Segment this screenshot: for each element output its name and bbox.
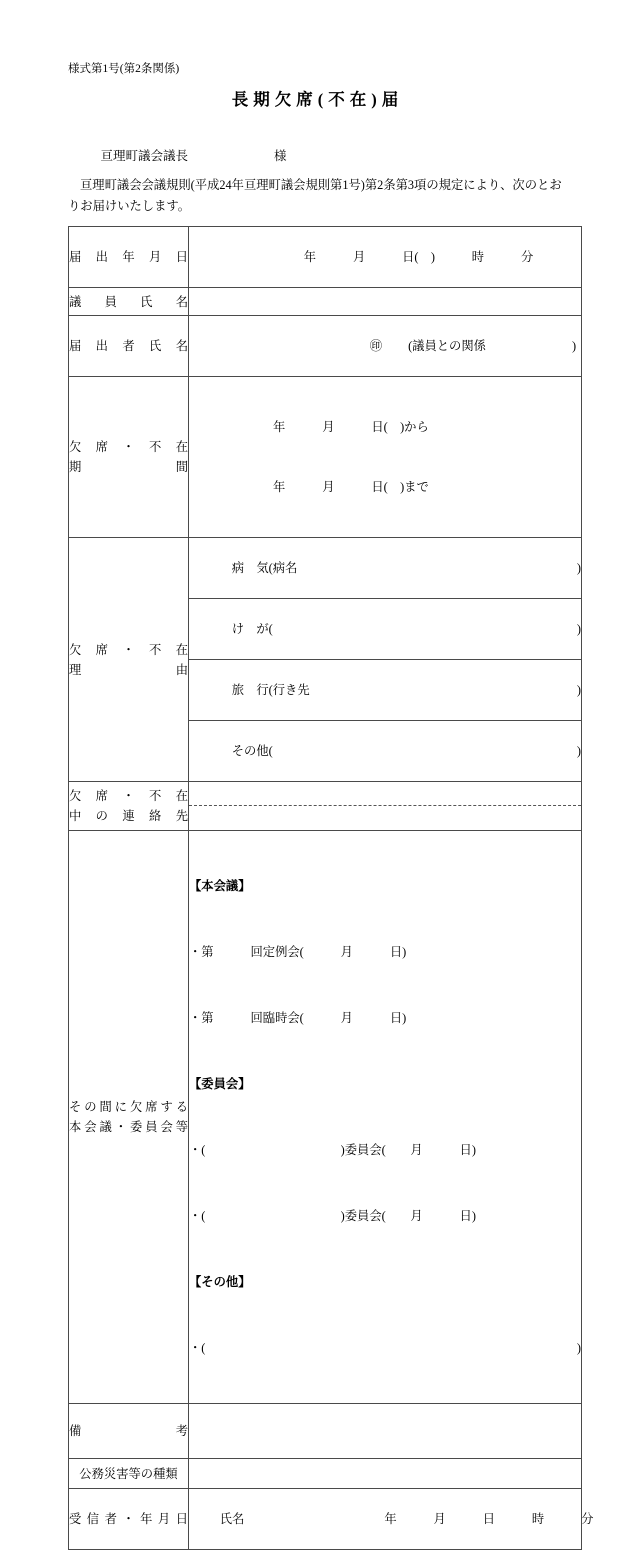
meetings-item-extraordinary-session: ・第 回臨時会( 月 日) [189,1011,407,1025]
receiver-datetime: 年 月 日 時 分 [384,1512,594,1526]
field-receiver[interactable] [189,1489,594,1550]
meetings-group-heading-committee: 【委員会】 [189,1077,251,1091]
label-meetings [69,831,189,1404]
submission-date-value: 年 月 日( ) 時 分 [303,250,534,264]
receiver-name-label: 氏名 [219,1512,245,1526]
label-absence-reason-line1: 欠席・不在 [69,642,188,657]
table-row-remarks [69,1404,582,1459]
form-number: 様式第1号(第2条関係) [68,63,180,75]
meetings-group-heading-other: 【その他】 [189,1275,251,1289]
label-meetings-line1: その間に欠席する [69,1100,188,1114]
seal-mark: ㊞ [369,339,383,353]
field-submission-date[interactable] [189,227,582,288]
meetings-item-committee-2: ・( )委員会( 月 日) [189,1209,476,1223]
addressee-line [88,131,287,179]
table-row-receiver [69,1489,582,1550]
field-remarks[interactable] [189,1404,582,1459]
label-absence-period [69,377,189,538]
label-contact [69,782,189,831]
reason-other-label: その他( [231,744,273,758]
label-absence-reason [69,538,189,782]
meetings-item-other-text: ・( [189,1341,206,1355]
field-absence-period[interactable] [189,377,582,538]
field-contact[interactable] [189,782,582,831]
meetings-item-other-close: ) [576,1341,581,1355]
reason-illness-close: ) [576,561,581,575]
reason-injury-close: ) [576,622,581,636]
contact-value-bottom[interactable] [189,806,581,830]
lead-line-2: りお届けいたします。 [68,199,190,213]
addressee-name: 亘理町議会議長 [100,149,189,163]
label-receiver: 受信者・年月日 [69,1489,189,1550]
label-member-name: 議員氏名 [69,288,189,316]
table-row-absence-period [69,377,582,538]
lead-paragraph [68,175,584,217]
label-meetings-line2: 本会議・委員会等 [69,1120,188,1134]
field-reason-travel[interactable] [189,660,582,721]
reason-travel-close: ) [576,683,581,697]
contact-inner [189,782,581,830]
field-meetings[interactable] [189,831,582,1404]
page-title: 長期欠席(不在)届 [231,90,404,109]
label-contact-line2: 中の連絡先 [69,809,188,823]
absence-form-table [68,226,594,1550]
addressee-honorific: 様 [274,149,287,163]
contact-value-top[interactable] [189,782,581,806]
label-absence-period-line2: 期 間 [69,460,188,474]
lead-line-1: 亘理町議会会議規則(平成24年亘理町議会規則第1号)第2条第3項の規定により、次のとお [80,178,562,192]
meetings-group-heading-plenary: 【本会議】 [189,879,251,893]
meetings-item-regular-session: ・第 回定例会( 月 日) [189,945,407,959]
field-reason-illness[interactable] [189,538,582,599]
table-row-submission-date [69,227,582,288]
reason-travel-label: 旅 行(行き先 [231,683,310,697]
table-row-submitter-name [69,316,582,377]
field-submitter-name[interactable] [189,316,582,377]
label-absence-period-line1: 欠席・不在 [69,440,188,454]
table-row-accident-type [69,1459,582,1489]
reason-other-close: ) [576,744,581,758]
label-absence-reason-line2: 理 由 [69,662,188,677]
table-row-contact [69,782,582,831]
meetings-item-other [189,1337,581,1359]
field-reason-other[interactable] [189,721,582,782]
reason-illness-label: 病 気(病名 [231,561,298,575]
label-contact-line1: 欠席・不在 [69,789,188,803]
submitter-relation: (議員との関係 ) [408,339,577,353]
field-member-name[interactable] [189,288,582,316]
field-reason-injury[interactable] [189,599,582,660]
table-row-absence-reason [69,538,582,599]
label-accident-type: 公務災害等の種類 [69,1459,189,1489]
label-submission-date: 届出年月日 [69,227,189,288]
field-accident-type[interactable] [189,1459,582,1489]
label-submitter-name: 届出者氏名 [69,316,189,377]
reason-injury-label: け が( [231,622,273,636]
meetings-item-committee-1: ・( )委員会( 月 日) [189,1143,476,1157]
table-row-member-name [69,288,582,316]
absence-period-from: 年 月 日( )から [273,420,429,434]
absence-period-to: 年 月 日( )まで [273,480,429,494]
label-remarks: 備考 [69,1404,189,1459]
table-row-meetings [69,831,582,1404]
